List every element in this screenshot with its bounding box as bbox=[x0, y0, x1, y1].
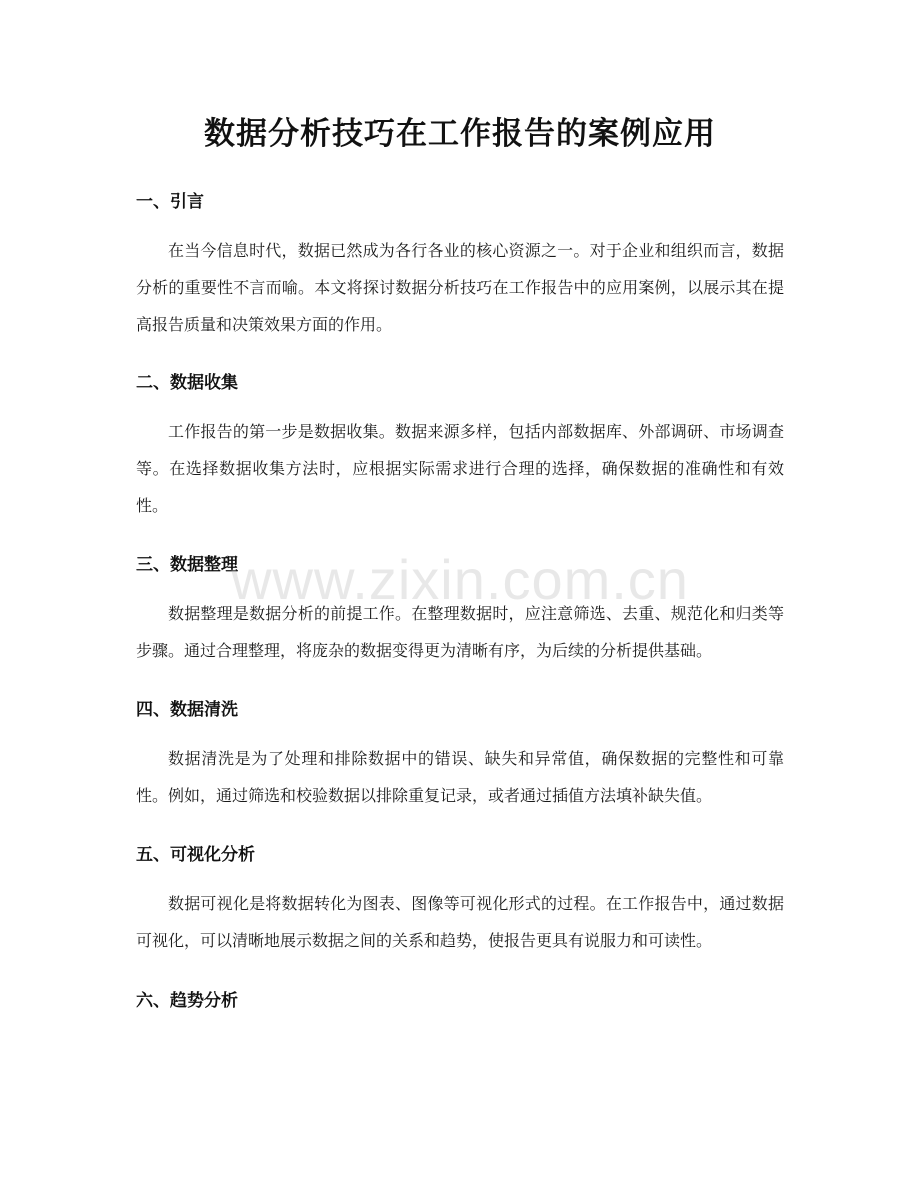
watermark: www.zixin.com.cn bbox=[231, 548, 689, 611]
section-heading: 一、引言 bbox=[136, 192, 204, 212]
section-data-collection bbox=[136, 371, 784, 524]
section-data-organization bbox=[136, 553, 784, 669]
section-paragraph: 数据可视化是将数据转化为图表、图像等可视化形式的过程。在工作报告中，通过数据可视化，可以清晰地展示数据之间的关系和趋势，使报告更具有说服力和可读性。 bbox=[136, 894, 784, 950]
section-visualization bbox=[136, 843, 784, 959]
section-paragraph: 数据整理是数据分析的前提工作。在整理数据时，应注意筛选、去重、规范化和归类等步骤。通过合理整理，将庞杂的数据变得更为清晰有序，为后续的分析提供基础。 bbox=[136, 604, 784, 660]
section-trend-analysis bbox=[136, 989, 784, 1013]
section-data-cleaning bbox=[136, 698, 784, 814]
section-heading: 三、数据整理 bbox=[136, 555, 238, 575]
section-paragraph: 在当今信息时代，数据已然成为各行各业的核心资源之一。对于企业和组织而言，数据分析的重要性不言而喻。本文将探讨数据分析技巧在工作报告中的应用案例，以展示其在提高报告质量和决策效果方面的作用。 bbox=[136, 241, 784, 334]
document-title: 数据分析技巧在工作报告的案例应用 bbox=[204, 116, 716, 152]
section-heading: 六、趋势分析 bbox=[136, 991, 238, 1011]
section-introduction bbox=[136, 190, 784, 343]
section-heading: 四、数据清洗 bbox=[136, 700, 238, 720]
section-heading: 二、数据收集 bbox=[136, 373, 238, 393]
section-heading: 五、可视化分析 bbox=[136, 845, 255, 865]
section-paragraph: 数据清洗是为了处理和排除数据中的错误、缺失和异常值，确保数据的完整性和可靠性。例如，通过筛选和校验数据以排除重复记录，或者通过插值方法填补缺失值。 bbox=[136, 749, 784, 805]
section-paragraph: 工作报告的第一步是数据收集。数据来源多样，包括内部数据库、外部调研、市场调查等。在选择数据收集方法时，应根据实际需求进行合理的选择，确保数据的准确性和有效性。 bbox=[136, 422, 784, 515]
